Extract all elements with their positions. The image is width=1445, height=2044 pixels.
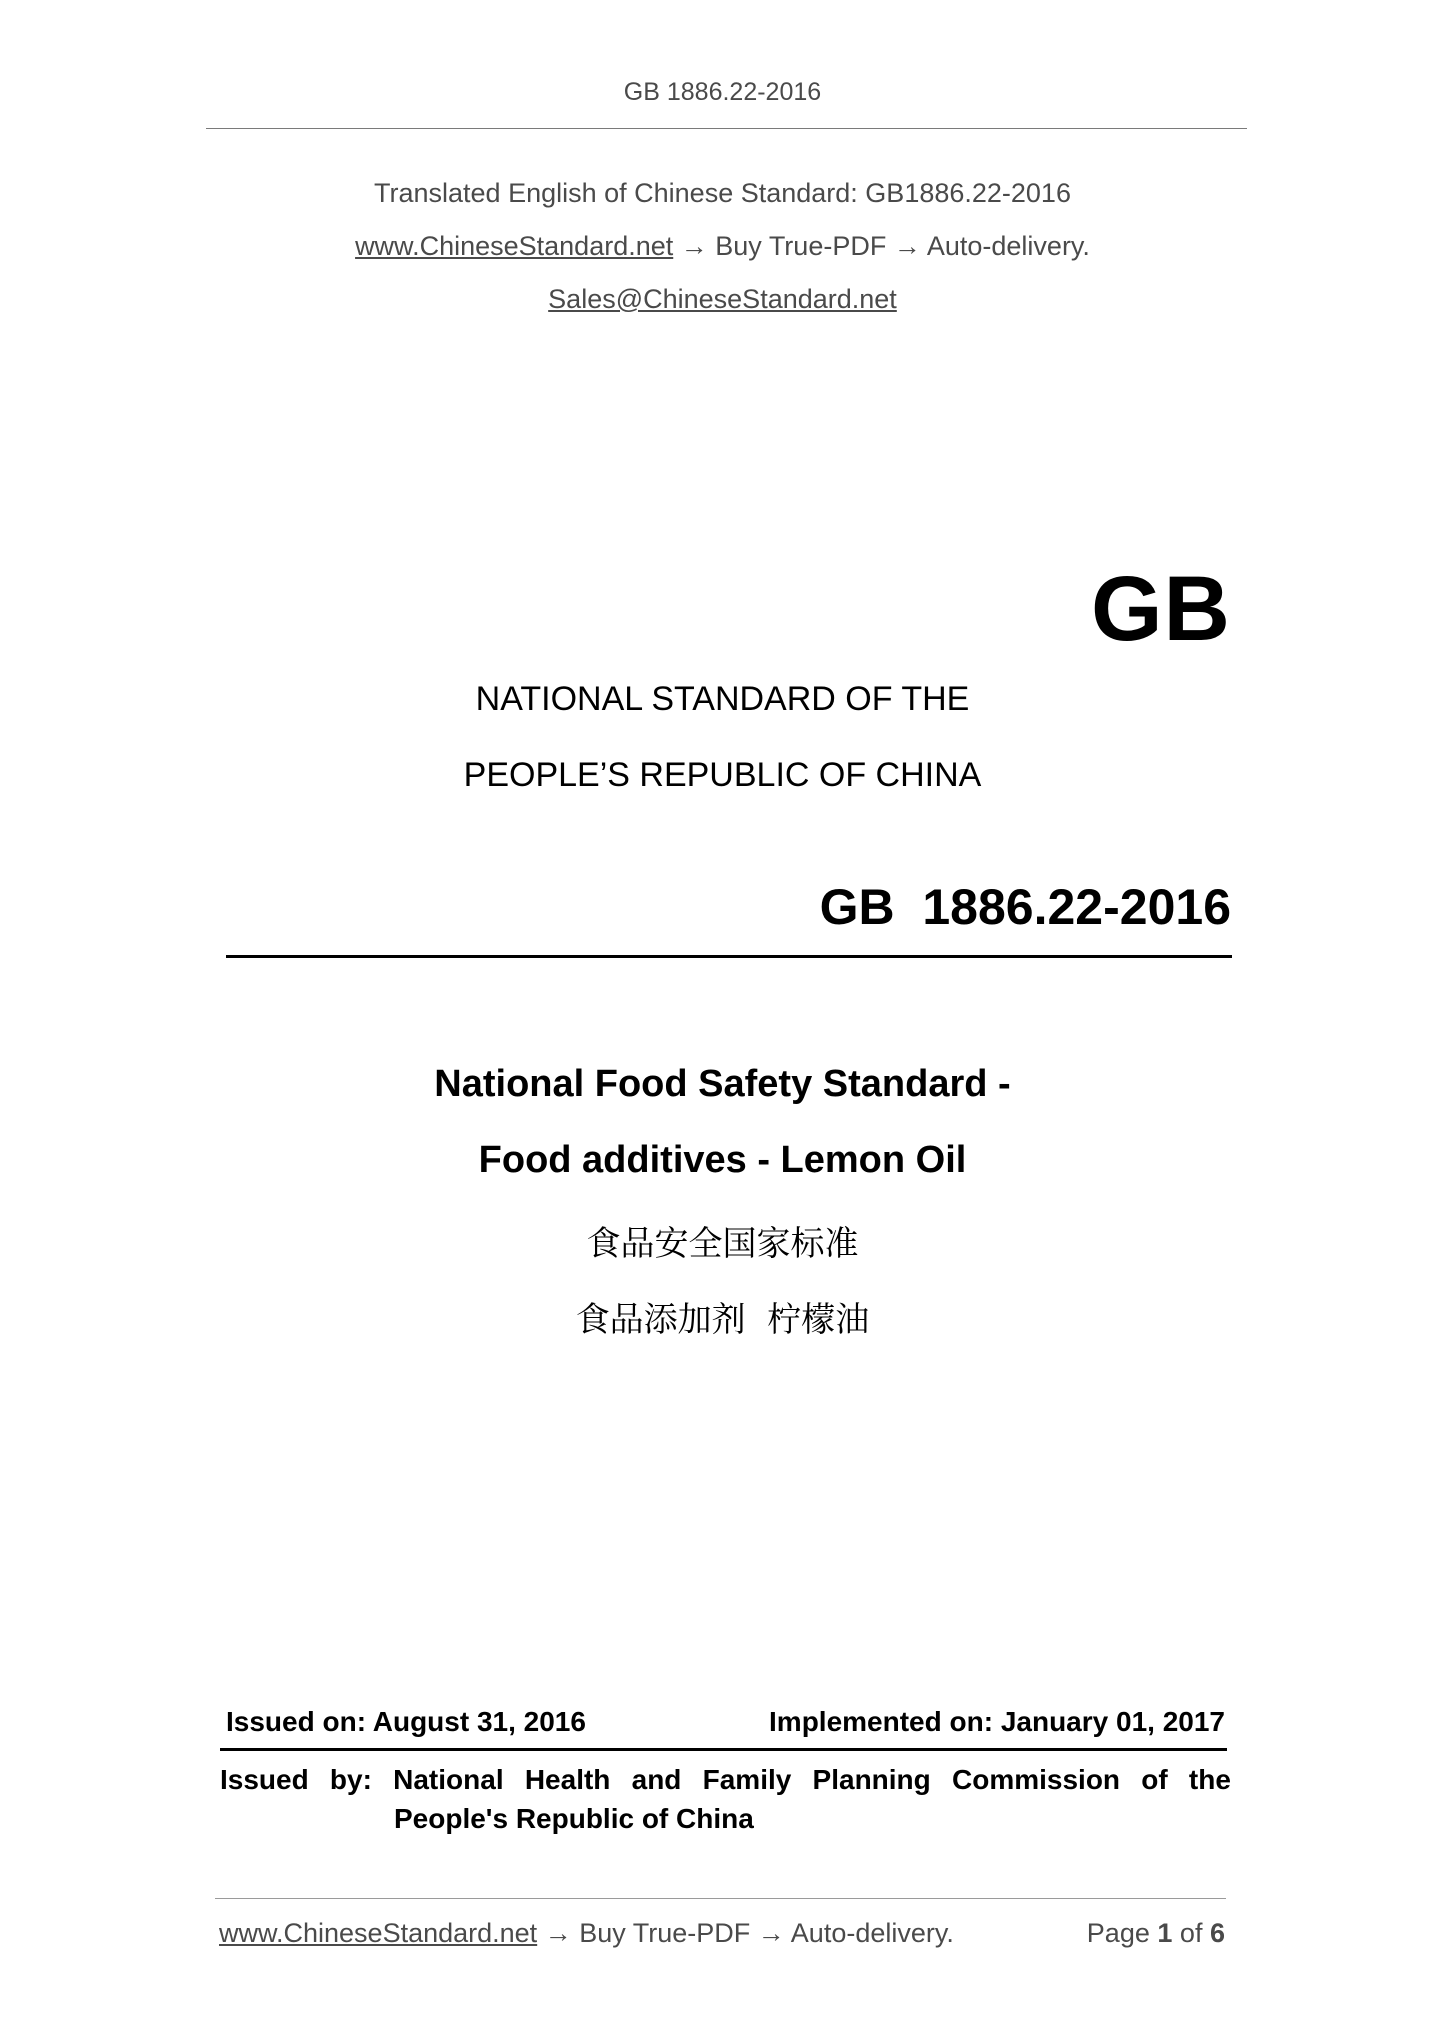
running-header: GB 1886.22-2016 [623, 78, 822, 106]
issuer-line2: People's Republic of China [394, 1803, 754, 1834]
gb-mark: GB [1091, 558, 1231, 660]
republic-line: PEOPLE’S REPUBLIC OF CHINA [463, 756, 982, 794]
footer-delivery-label: Auto-delivery. [790, 1918, 954, 1948]
footer-buy-label: Buy True-PDF [579, 1918, 751, 1948]
arrow-icon: → [680, 231, 708, 261]
issuer-line1 [220, 1764, 1231, 1796]
purchase-line [0, 231, 1445, 262]
footer-purchase-line [219, 1918, 954, 1949]
issuer-word: of [1141, 1764, 1168, 1795]
page-indicator [1087, 1918, 1225, 1949]
issuer-word: Health [524, 1764, 611, 1795]
page-label: Page [1086, 1918, 1150, 1948]
page-total: 6 [1209, 1918, 1225, 1948]
title-chinese-line1: 食品安全国家标准 [586, 1224, 859, 1264]
website-link[interactable]: www.ChineseStandard.net [355, 231, 674, 261]
issuer-block [220, 1764, 1231, 1835]
sales-email-link[interactable]: Sales@ChineseStandard.net [548, 284, 897, 314]
footer-website-link[interactable]: www.ChineseStandard.net [219, 1918, 538, 1948]
email-line [0, 284, 1445, 315]
footer-divider [215, 1898, 1226, 1899]
title-divider [226, 955, 1232, 958]
dates-divider [220, 1748, 1227, 1751]
title-chinese-line2: 食品添加剂 柠檬油 [575, 1300, 870, 1340]
national-standard-line: NATIONAL STANDARD OF THE [475, 680, 970, 718]
arrow-icon: → [544, 1918, 572, 1948]
issuer-word: National [393, 1764, 504, 1795]
header-divider [206, 128, 1247, 129]
page-current: 1 [1157, 1918, 1173, 1948]
issued-on-date: Issued on: August 31, 2016 [226, 1706, 586, 1737]
arrow-icon: → [893, 231, 921, 261]
buy-label: Buy True-PDF [715, 231, 887, 261]
arrow-icon: → [757, 1918, 785, 1948]
standard-number: GB 1886.22-2016 [819, 879, 1231, 935]
page-of-label: of [1179, 1918, 1203, 1948]
issuer-word: Family [702, 1764, 792, 1795]
issuer-word: Planning [812, 1764, 931, 1795]
title-english-line1: National Food Safety Standard - [434, 1063, 1011, 1105]
issuer-word: the [1188, 1764, 1231, 1795]
implemented-on-date: Implemented on: January 01, 2017 [769, 1706, 1225, 1737]
issuer-word: Commission [952, 1764, 1121, 1795]
translated-note: Translated English of Chinese Standard: GB1886.22-2016 [374, 178, 1071, 208]
issuer-word: and [631, 1764, 682, 1795]
issuer-word: by: [329, 1764, 372, 1795]
title-english-line2: Food additives - Lemon Oil [478, 1139, 967, 1181]
delivery-label: Auto-delivery. [926, 231, 1090, 261]
issuer-word: Issued [220, 1764, 309, 1795]
